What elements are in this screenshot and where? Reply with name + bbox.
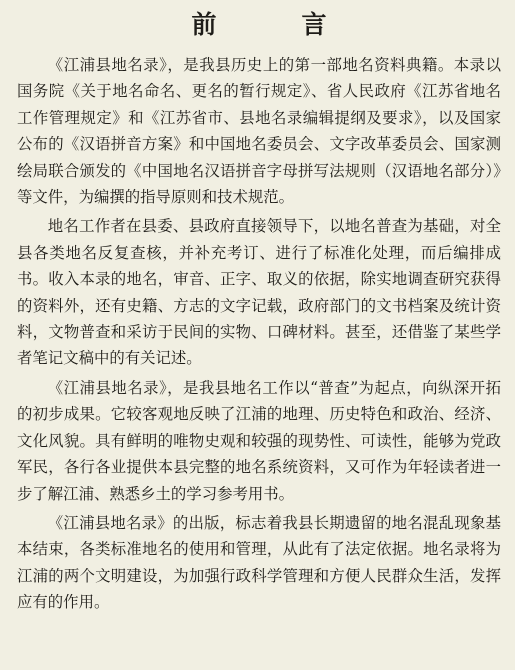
paragraph-3: 《江浦县地名录》，是我县地名工作以“普查”为起点，向纵深开拓的初步成果。它较客观地反映了江浦的地理、历史特色和政治、经济、文化风貌。具有鲜明的唯物史观和较强的现势性、可读性，能够为党政军民，各行各业提供本县完整的地名系统资料，又可作为年轻读者进一步了解江浦、熟悉乡土的学习参考用书。 xyxy=(17,378,501,503)
paragraph-1: 《江浦县地名录》，是我县历史上的第一部地名资料典籍。本录以国务院《关于地名命名、更名的暂行规定》、省人民政府《江苏省地名工作管理规定》和《江苏省市、县地名录编辑提纲及要求》，以及国家公布的《汉语拼音方案》和中国地名委员会、文字改革委员会、国家测绘局联合颁发的《中国地名汉语拼音字母拼写法规则（汉语地名部分）》等文件，为编撰的指导原则和技术规范。 xyxy=(17,56,501,207)
page-title: 前 言 xyxy=(191,10,357,39)
paragraph-4: 《江浦县地名录》的出版，标志着我县长期遗留的地名混乱现象基本结束，各类标准地名的使用和管理，从此有了法定依据。地名录将为江浦的两个文明建设，为加强行政科学管理和方便人民群众生活，发挥应有的作用。 xyxy=(17,513,501,612)
paragraph-2: 地名工作者在县委、县政府直接领导下，以地名普查为基础，对全县各类地名反复查核，并补充考订、进行了标准化处理，而后编排成书。收入本录的地名，审音、正字、取义的依据，除实地调查研究获得的资料外，还有史籍、方志的文字记载，政府部门的文书档案及统计资料，文物普查和采访于民间的实物、口碑材料。甚至，还借鉴了某些学者笔记文稿中的有关记述。 xyxy=(17,217,501,368)
